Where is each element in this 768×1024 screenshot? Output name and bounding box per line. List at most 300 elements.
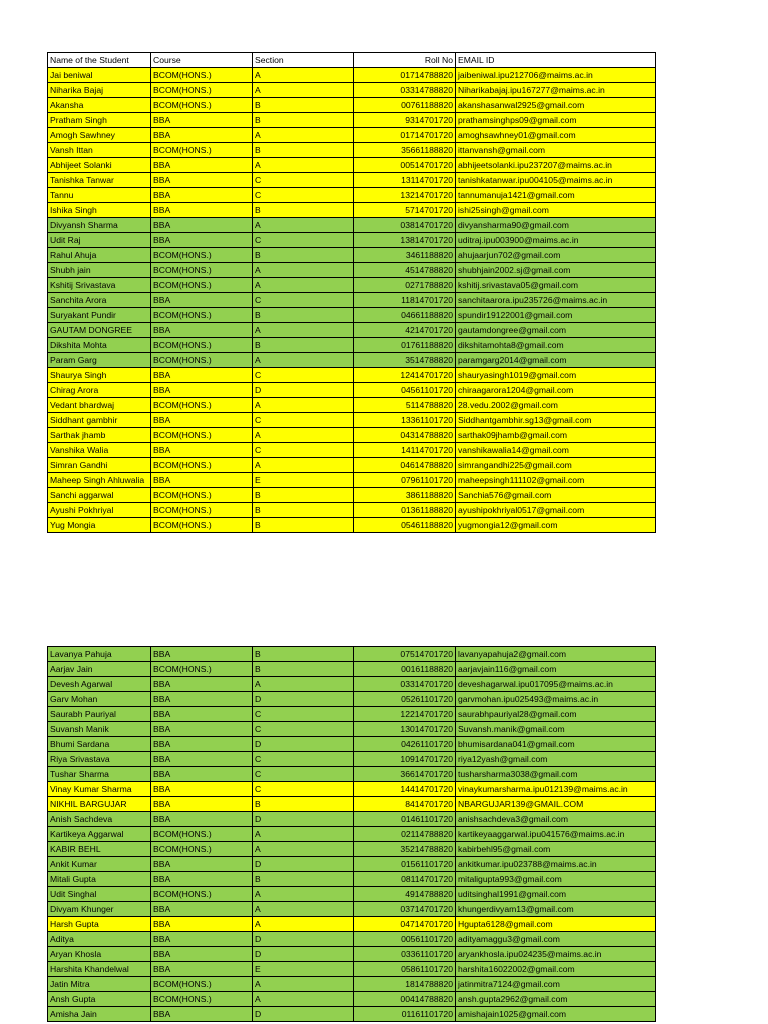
cell-course: BCOM(HONS.) [151, 398, 253, 413]
cell-course: BBA [151, 158, 253, 173]
cell-roll: 00561101720 [354, 932, 456, 947]
cell-email: ishi25singh@gmail.com [456, 203, 656, 218]
cell-course: BBA [151, 767, 253, 782]
table-row [48, 722, 656, 737]
cell-section: B [253, 113, 354, 128]
cell-name: Sanchita Arora [48, 293, 151, 308]
cell-course: BBA [151, 812, 253, 827]
cell-name: Ishika Singh [48, 203, 151, 218]
table-row [48, 83, 656, 98]
cell-email: NBARGUJAR139@GMAIL.COM [456, 797, 656, 812]
cell-course: BBA [151, 947, 253, 962]
table-row [48, 767, 656, 782]
cell-name: Bhumi Sardana [48, 737, 151, 752]
cell-roll: 02114788820 [354, 827, 456, 842]
cell-section: A [253, 458, 354, 473]
table-row [48, 752, 656, 767]
cell-name: Aryan Khosla [48, 947, 151, 962]
cell-name: Aditya [48, 932, 151, 947]
cell-roll: 00514701720 [354, 158, 456, 173]
cell-roll: 4914788820 [354, 887, 456, 902]
cell-roll: 07514701720 [354, 647, 456, 662]
cell-roll: 07961101720 [354, 473, 456, 488]
cell-section: C [253, 173, 354, 188]
cell-email: spundir19122001@gmail.com [456, 308, 656, 323]
cell-course: BBA [151, 647, 253, 662]
cell-name: Riya Srivastava [48, 752, 151, 767]
cell-course: BBA [151, 962, 253, 977]
cell-roll: 04661188820 [354, 308, 456, 323]
cell-roll: 4214701720 [354, 323, 456, 338]
cell-email: aryankhosla.ipu024235@maims.ac.in [456, 947, 656, 962]
cell-course: BBA [151, 413, 253, 428]
cell-email: saurabhpauriyal28@gmail.com [456, 707, 656, 722]
cell-roll: 13014701720 [354, 722, 456, 737]
cell-email: riya12yash@gmail.com [456, 752, 656, 767]
cell-email: ahujaarjun702@gmail.com [456, 248, 656, 263]
table-row [48, 947, 656, 962]
cell-course: BBA [151, 323, 253, 338]
cell-name: Suvansh Manik [48, 722, 151, 737]
table-row [48, 203, 656, 218]
table-row [48, 842, 656, 857]
cell-roll: 13214701720 [354, 188, 456, 203]
cell-name: Vedant bhardwaj [48, 398, 151, 413]
cell-course: BCOM(HONS.) [151, 842, 253, 857]
cell-email: chiraagarora1204@gmail.com [456, 383, 656, 398]
table-row [48, 647, 656, 662]
cell-section: A [253, 218, 354, 233]
header-roll: Roll No [354, 53, 456, 68]
table-row [48, 68, 656, 83]
cell-name: Saurabh Pauriyal [48, 707, 151, 722]
cell-section: B [253, 338, 354, 353]
table-row [48, 473, 656, 488]
table-row [48, 827, 656, 842]
table-row [48, 323, 656, 338]
table-row [48, 782, 656, 797]
cell-roll: 05261101720 [354, 692, 456, 707]
table-row [48, 263, 656, 278]
cell-section: C [253, 293, 354, 308]
cell-email: bhumisardana041@gmail.com [456, 737, 656, 752]
cell-roll: 13814701720 [354, 233, 456, 248]
table-row [48, 113, 656, 128]
cell-course: BBA [151, 707, 253, 722]
cell-name: Anish Sachdeva [48, 812, 151, 827]
cell-course: BCOM(HONS.) [151, 308, 253, 323]
cell-name: Amogh Sawhney [48, 128, 151, 143]
cell-section: A [253, 83, 354, 98]
cell-section: A [253, 977, 354, 992]
cell-course: BBA [151, 218, 253, 233]
table-row [48, 1007, 656, 1022]
cell-roll: 5114788820 [354, 398, 456, 413]
cell-email: amoghsawhney01@gmail.com [456, 128, 656, 143]
cell-email: gautamdongree@gmail.com [456, 323, 656, 338]
cell-section: C [253, 413, 354, 428]
cell-course: BBA [151, 188, 253, 203]
cell-roll: 4514788820 [354, 263, 456, 278]
cell-course: BBA [151, 443, 253, 458]
table-row [48, 368, 656, 383]
cell-roll: 35661188820 [354, 143, 456, 158]
cell-course: BCOM(HONS.) [151, 248, 253, 263]
cell-name: Vanshika Walia [48, 443, 151, 458]
cell-course: BBA [151, 902, 253, 917]
table-row [48, 308, 656, 323]
cell-name: Kartikeya Aggarwal [48, 827, 151, 842]
cell-name: Jai beniwal [48, 68, 151, 83]
cell-email: khungerdivyam13@gmail.com [456, 902, 656, 917]
table-row [48, 932, 656, 947]
cell-section: C [253, 188, 354, 203]
cell-roll: 03714701720 [354, 902, 456, 917]
cell-section: E [253, 962, 354, 977]
cell-email: simrangandhi225@gmail.com [456, 458, 656, 473]
table-row [48, 737, 656, 752]
cell-roll: 14414701720 [354, 782, 456, 797]
cell-roll: 14114701720 [354, 443, 456, 458]
cell-roll: 04261101720 [354, 737, 456, 752]
cell-course: BCOM(HONS.) [151, 458, 253, 473]
cell-course: BCOM(HONS.) [151, 143, 253, 158]
cell-email: Siddhantgambhir.sg13@gmail.com [456, 413, 656, 428]
table-row [48, 443, 656, 458]
table-row [48, 218, 656, 233]
cell-email: kshitij.srivastava05@gmail.com [456, 278, 656, 293]
cell-roll: 04561101720 [354, 383, 456, 398]
cell-email: sarthak09jhamb@gmail.com [456, 428, 656, 443]
cell-roll: 04714701720 [354, 917, 456, 932]
table-row [48, 872, 656, 887]
cell-email: dikshitamohta8@gmail.com [456, 338, 656, 353]
cell-section: A [253, 887, 354, 902]
cell-course: BBA [151, 692, 253, 707]
cell-section: A [253, 323, 354, 338]
cell-course: BCOM(HONS.) [151, 488, 253, 503]
cell-name: Dikshita Mohta [48, 338, 151, 353]
cell-name: Ankit Kumar [48, 857, 151, 872]
cell-section: B [253, 872, 354, 887]
cell-name: Abhijeet Solanki [48, 158, 151, 173]
cell-section: C [253, 368, 354, 383]
cell-name: Shaurya Singh [48, 368, 151, 383]
cell-name: Siddhant gambhir [48, 413, 151, 428]
cell-roll: 11814701720 [354, 293, 456, 308]
cell-section: A [253, 68, 354, 83]
cell-roll: 00761188820 [354, 98, 456, 113]
cell-course: BBA [151, 173, 253, 188]
cell-course: BCOM(HONS.) [151, 263, 253, 278]
cell-roll: 13114701720 [354, 173, 456, 188]
cell-name: Divyansh Sharma [48, 218, 151, 233]
cell-email: lavanyapahuja2@gmail.com [456, 647, 656, 662]
cell-section: B [253, 662, 354, 677]
cell-roll: 00161188820 [354, 662, 456, 677]
cell-roll: 01761188820 [354, 338, 456, 353]
table-row [48, 233, 656, 248]
table-row [48, 692, 656, 707]
cell-name: Tanishka Tanwar [48, 173, 151, 188]
cell-section: D [253, 857, 354, 872]
cell-section: B [253, 503, 354, 518]
table-row [48, 188, 656, 203]
table-row [48, 128, 656, 143]
cell-name: Mitali Gupta [48, 872, 151, 887]
cell-email: prathamsinghps09@gmail.com [456, 113, 656, 128]
table-row [48, 503, 656, 518]
cell-course: BBA [151, 797, 253, 812]
header-name: Name of the Student [48, 53, 151, 68]
cell-email: divyansharma90@gmail.com [456, 218, 656, 233]
cell-name: Amisha Jain [48, 1007, 151, 1022]
cell-roll: 3861188820 [354, 488, 456, 503]
cell-course: BCOM(HONS.) [151, 428, 253, 443]
table-row [48, 488, 656, 503]
cell-course: BCOM(HONS.) [151, 278, 253, 293]
table-row [48, 353, 656, 368]
cell-section: A [253, 428, 354, 443]
cell-name: Suryakant Pundir [48, 308, 151, 323]
cell-email: Hgupta6128@gmail.com [456, 917, 656, 932]
cell-email: abhijeetsolanki.ipu237207@maims.ac.in [456, 158, 656, 173]
student-table-2 [47, 646, 656, 1022]
cell-section: A [253, 353, 354, 368]
cell-roll: 03314788820 [354, 83, 456, 98]
cell-course: BBA [151, 677, 253, 692]
cell-section: D [253, 692, 354, 707]
cell-name: Tannu [48, 188, 151, 203]
cell-course: BBA [151, 857, 253, 872]
table-row [48, 797, 656, 812]
cell-name: Harshita Khandelwal [48, 962, 151, 977]
cell-roll: 12214701720 [354, 707, 456, 722]
cell-name: Sanchi aggarwal [48, 488, 151, 503]
table-row [48, 662, 656, 677]
cell-section: C [253, 767, 354, 782]
cell-email: Sanchia576@gmail.com [456, 488, 656, 503]
table-row [48, 902, 656, 917]
cell-section: C [253, 707, 354, 722]
cell-roll: 01714701720 [354, 128, 456, 143]
cell-name: Chirag Arora [48, 383, 151, 398]
cell-email: paramgarg2014@gmail.com [456, 353, 656, 368]
cell-name: Kshitij Srivastava [48, 278, 151, 293]
cell-roll: 3514788820 [354, 353, 456, 368]
table-row [48, 857, 656, 872]
cell-roll: 05461188820 [354, 518, 456, 533]
cell-email: tannumanuja1421@gmail.com [456, 188, 656, 203]
cell-course: BBA [151, 737, 253, 752]
cell-course: BCOM(HONS.) [151, 887, 253, 902]
cell-section: B [253, 308, 354, 323]
cell-roll: 13361101720 [354, 413, 456, 428]
cell-section: A [253, 827, 354, 842]
table-row [48, 413, 656, 428]
cell-course: BBA [151, 752, 253, 767]
cell-course: BCOM(HONS.) [151, 518, 253, 533]
cell-course: BCOM(HONS.) [151, 83, 253, 98]
cell-course: BBA [151, 368, 253, 383]
cell-name: Akansha [48, 98, 151, 113]
cell-section: C [253, 752, 354, 767]
cell-email: amishajain1025@gmail.com [456, 1007, 656, 1022]
cell-section: B [253, 518, 354, 533]
cell-course: BBA [151, 203, 253, 218]
table-row [48, 398, 656, 413]
cell-email: adityamaggu3@gmail.com [456, 932, 656, 947]
cell-section: B [253, 143, 354, 158]
cell-course: BCOM(HONS.) [151, 977, 253, 992]
cell-roll: 10914701720 [354, 752, 456, 767]
cell-name: Sarthak jhamb [48, 428, 151, 443]
cell-name: Tushar Sharma [48, 767, 151, 782]
cell-email: aarjavjain116@gmail.com [456, 662, 656, 677]
cell-name: Udit Raj [48, 233, 151, 248]
table-row [48, 158, 656, 173]
header-section: Section [253, 53, 354, 68]
cell-section: C [253, 722, 354, 737]
cell-section: B [253, 248, 354, 263]
cell-name: Rahul Ahuja [48, 248, 151, 263]
cell-section: D [253, 1007, 354, 1022]
cell-roll: 3461188820 [354, 248, 456, 263]
cell-section: B [253, 203, 354, 218]
cell-name: Lavanya Pahuja [48, 647, 151, 662]
cell-email: jaibeniwal.ipu212706@maims.ac.in [456, 68, 656, 83]
cell-section: A [253, 992, 354, 1007]
header-row [48, 53, 656, 68]
cell-name: Divyam Khunger [48, 902, 151, 917]
cell-course: BCOM(HONS.) [151, 353, 253, 368]
cell-section: D [253, 737, 354, 752]
cell-email: tusharsharma3038@gmail.com [456, 767, 656, 782]
cell-course: BBA [151, 233, 253, 248]
table-row [48, 293, 656, 308]
table-row [48, 248, 656, 263]
cell-email: ittanvansh@gmail.com [456, 143, 656, 158]
cell-roll: 1814788820 [354, 977, 456, 992]
cell-section: A [253, 677, 354, 692]
cell-course: BBA [151, 1007, 253, 1022]
cell-name: Maheep Singh Ahluwalia [48, 473, 151, 488]
cell-email: Niharikabajaj.ipu167277@maims.ac.in [456, 83, 656, 98]
cell-email: 28.vedu.2002@gmail.com [456, 398, 656, 413]
cell-name: Devesh Agarwal [48, 677, 151, 692]
cell-section: A [253, 842, 354, 857]
cell-name: Udit Singhal [48, 887, 151, 902]
cell-course: BCOM(HONS.) [151, 98, 253, 113]
cell-roll: 03314701720 [354, 677, 456, 692]
cell-email: uditraj.ipu003900@maims.ac.in [456, 233, 656, 248]
cell-email: maheepsingh111102@gmail.com [456, 473, 656, 488]
cell-roll: 0271788820 [354, 278, 456, 293]
cell-section: A [253, 263, 354, 278]
cell-email: vanshikawalia14@gmail.com [456, 443, 656, 458]
cell-section: A [253, 398, 354, 413]
cell-section: D [253, 932, 354, 947]
cell-course: BBA [151, 473, 253, 488]
cell-name: Simran Gandhi [48, 458, 151, 473]
table-row [48, 977, 656, 992]
cell-roll: 04314788820 [354, 428, 456, 443]
cell-email: kartikeyaaggarwal.ipu041576@maims.ac.in [456, 827, 656, 842]
table-row [48, 707, 656, 722]
header-email: EMAIL ID [456, 53, 656, 68]
cell-name: Pratham Singh [48, 113, 151, 128]
cell-section: A [253, 278, 354, 293]
cell-email: anishsachdeva3@gmail.com [456, 812, 656, 827]
cell-course: BBA [151, 113, 253, 128]
cell-name: Vinay Kumar Sharma [48, 782, 151, 797]
cell-email: tanishkatanwar.ipu004105@maims.ac.in [456, 173, 656, 188]
cell-section: C [253, 782, 354, 797]
table-row [48, 812, 656, 827]
cell-email: kabirbehl95@gmail.com [456, 842, 656, 857]
cell-name: Aarjav Jain [48, 662, 151, 677]
cell-course: BCOM(HONS.) [151, 338, 253, 353]
cell-roll: 01714788820 [354, 68, 456, 83]
cell-roll: 05861101720 [354, 962, 456, 977]
cell-email: Suvansh.manik@gmail.com [456, 722, 656, 737]
cell-email: mitaligupta993@gmail.com [456, 872, 656, 887]
cell-email: akanshasanwal2925@gmail.com [456, 98, 656, 113]
cell-section: C [253, 233, 354, 248]
header-course: Course [151, 53, 253, 68]
cell-course: BBA [151, 383, 253, 398]
cell-roll: 01361188820 [354, 503, 456, 518]
cell-name: Harsh Gupta [48, 917, 151, 932]
cell-section: B [253, 98, 354, 113]
table-row [48, 887, 656, 902]
cell-course: BBA [151, 872, 253, 887]
cell-section: D [253, 383, 354, 398]
cell-roll: 01161101720 [354, 1007, 456, 1022]
cell-roll: 04614788820 [354, 458, 456, 473]
cell-name: Niharika Bajaj [48, 83, 151, 98]
table-row [48, 518, 656, 533]
cell-course: BBA [151, 932, 253, 947]
cell-course: BBA [151, 128, 253, 143]
cell-email: uditsinghal1991@gmail.com [456, 887, 656, 902]
cell-name: Ansh Gupta [48, 992, 151, 1007]
cell-section: A [253, 902, 354, 917]
cell-roll: 35214788820 [354, 842, 456, 857]
cell-name: KABIR BEHL [48, 842, 151, 857]
cell-section: D [253, 812, 354, 827]
cell-roll: 01461101720 [354, 812, 456, 827]
table-row [48, 962, 656, 977]
cell-section: B [253, 647, 354, 662]
cell-course: BCOM(HONS.) [151, 662, 253, 677]
cell-roll: 03814701720 [354, 218, 456, 233]
cell-roll: 03361101720 [354, 947, 456, 962]
cell-email: ayushipokhriyal0517@gmail.com [456, 503, 656, 518]
cell-email: jatinmitra7124@gmail.com [456, 977, 656, 992]
cell-email: deveshagarwal.ipu017095@maims.ac.in [456, 677, 656, 692]
cell-course: BBA [151, 782, 253, 797]
cell-name: Vansh Ittan [48, 143, 151, 158]
cell-roll: 08114701720 [354, 872, 456, 887]
table-row [48, 992, 656, 1007]
cell-email: garvmohan.ipu025493@maims.ac.in [456, 692, 656, 707]
cell-email: harshita16022002@gmail.com [456, 962, 656, 977]
cell-roll: 00414788820 [354, 992, 456, 1007]
table-row [48, 173, 656, 188]
cell-course: BCOM(HONS.) [151, 827, 253, 842]
table-row [48, 428, 656, 443]
